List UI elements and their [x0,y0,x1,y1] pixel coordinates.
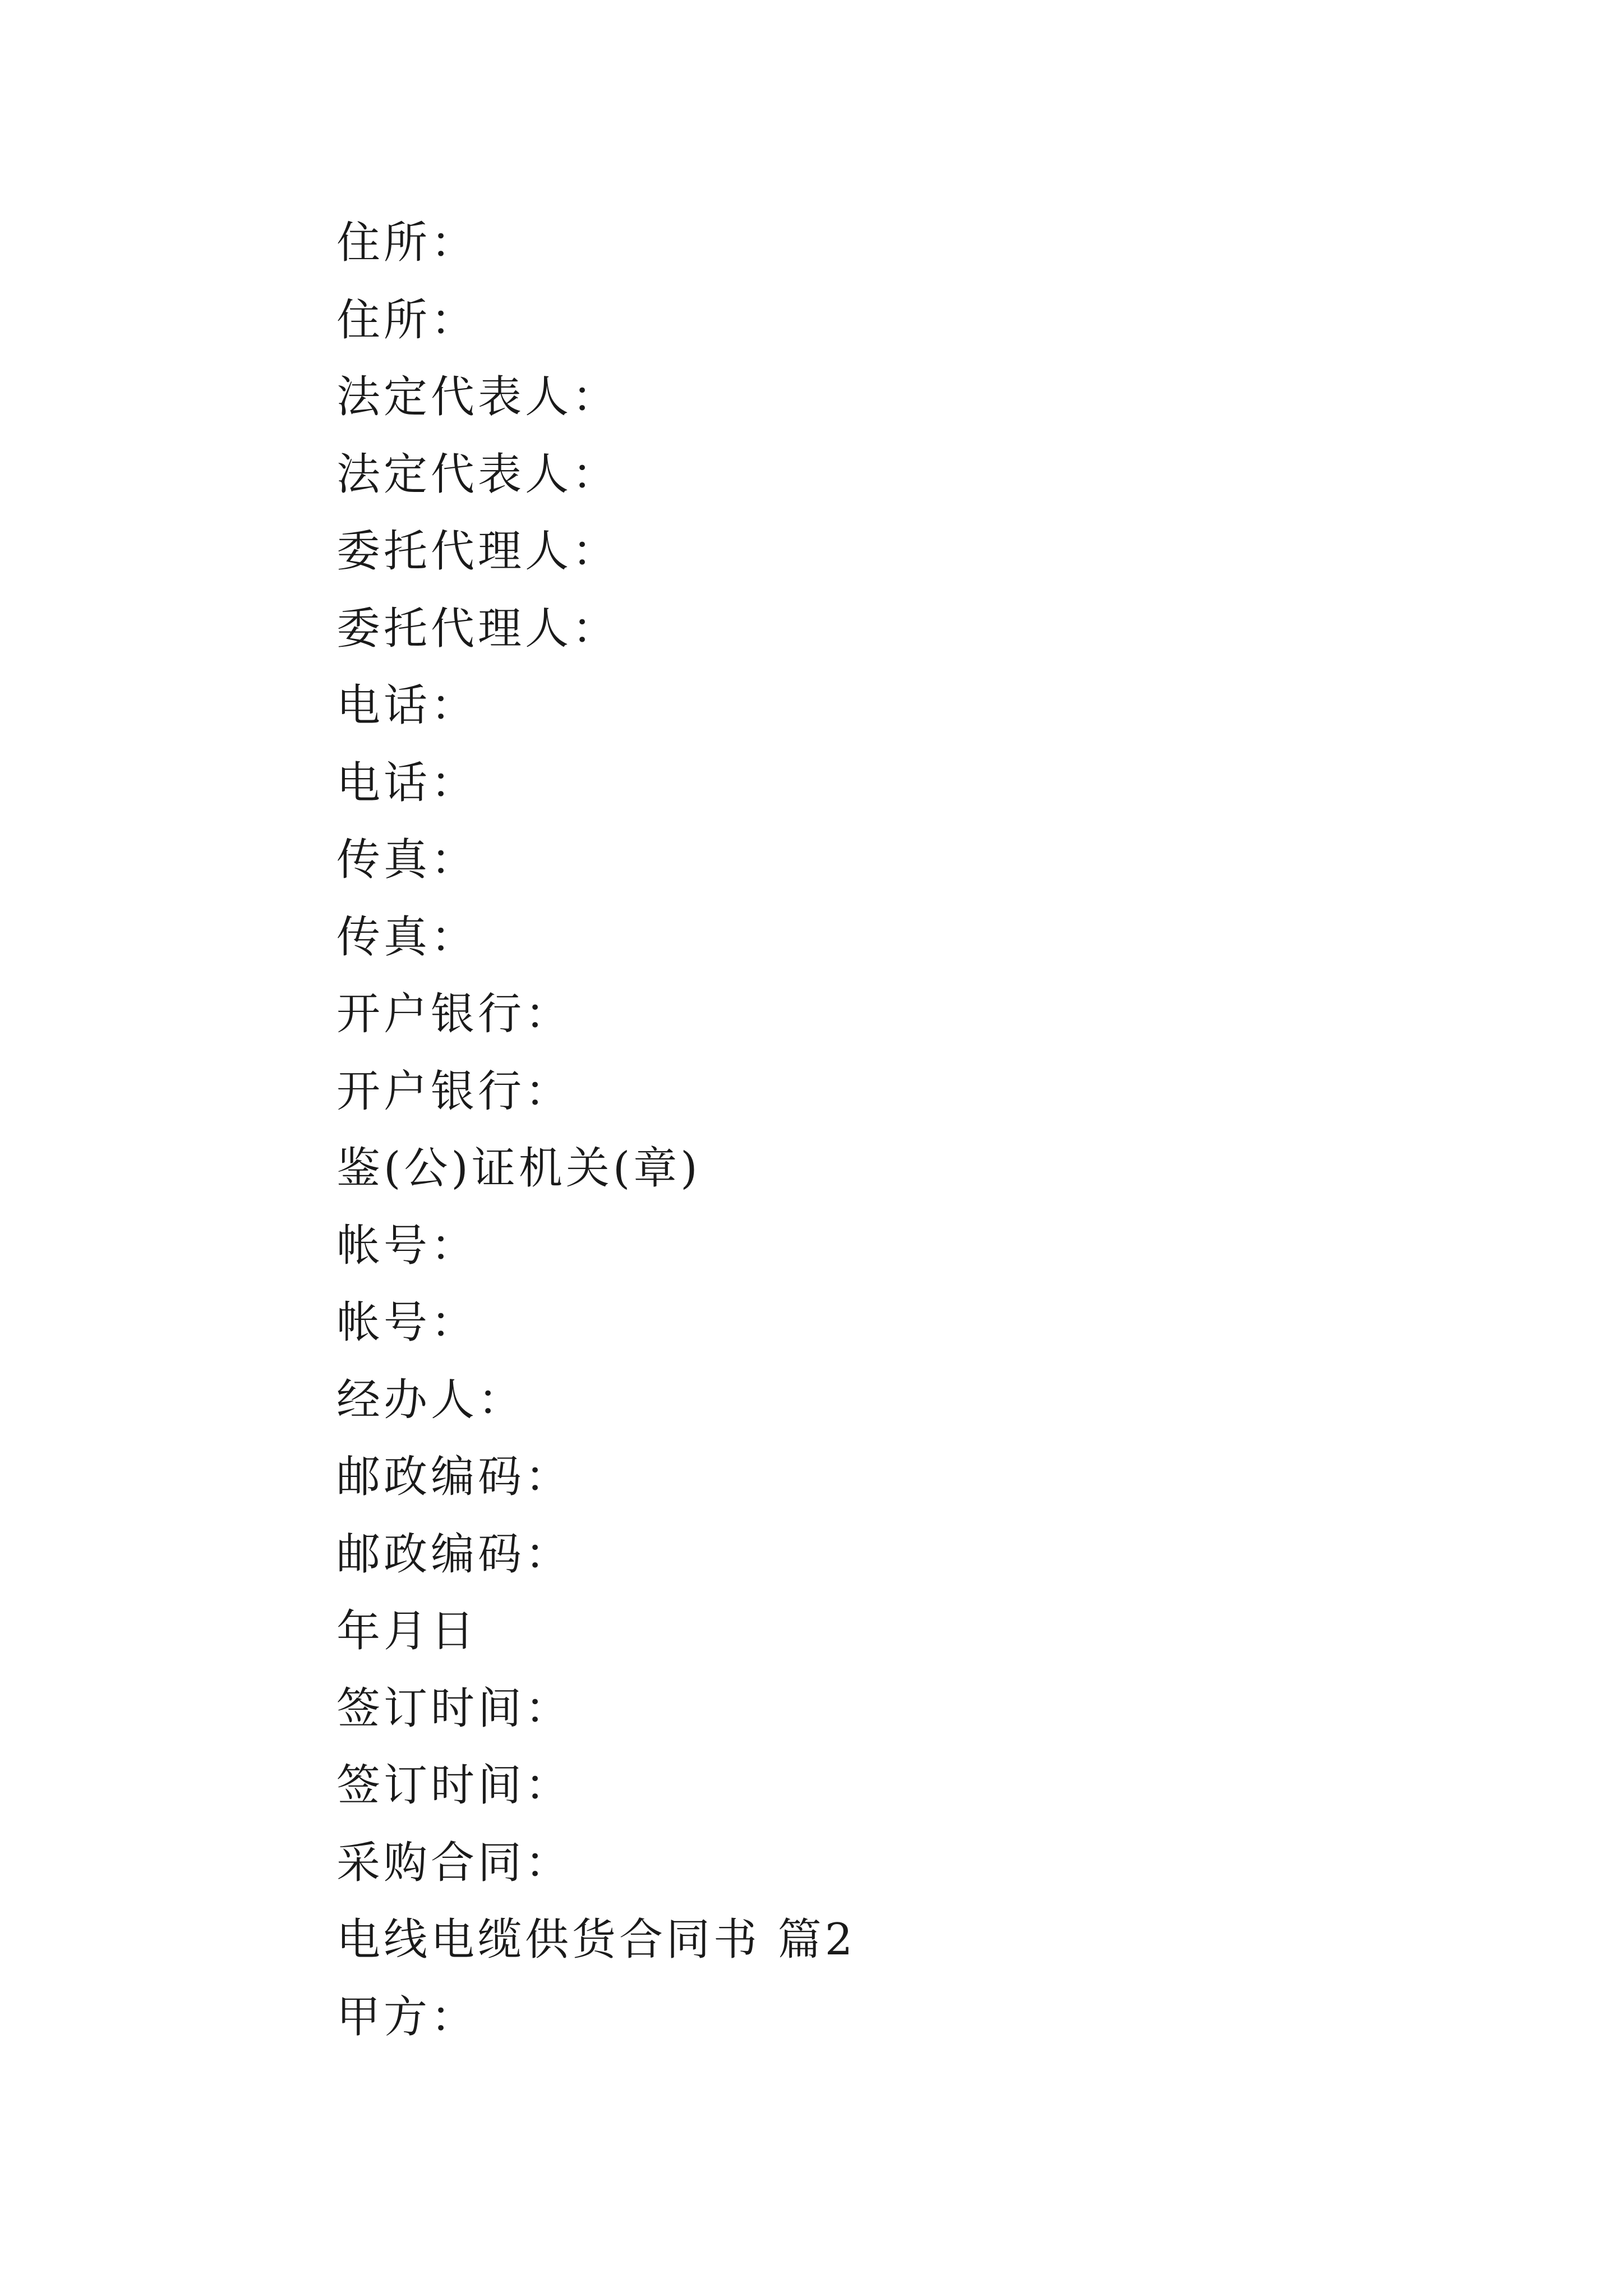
field-fax-party-a: 传真： [336,835,478,885]
field-phone-party-b: 电话： [336,757,478,808]
field-date: 年月日 [336,1606,478,1657]
field-postal-code-party-a: 邮政编码： [336,1452,573,1502]
field-bank-party-b: 开户银行： [336,1066,573,1117]
field-signing-time-party-b: 签订时间： [336,1760,573,1811]
field-party-a: 甲方： [336,1991,478,2042]
field-fax-party-b: 传真： [336,912,478,963]
field-residence-party-a: 住所： [336,218,478,268]
field-account-party-a: 帐号： [336,1220,478,1271]
field-signing-time-party-a: 签订时间： [336,1683,573,1734]
field-handler: 经办人： [336,1374,525,1425]
field-notary-office-seal: 鉴(公)证机关(章) [336,1143,701,1194]
field-account-party-b: 帐号： [336,1297,478,1348]
field-bank-party-a: 开户银行： [336,989,573,1039]
field-authorized-agent-party-b: 委托代理人： [336,603,620,654]
field-postal-code-party-b: 邮政编码： [336,1529,573,1580]
field-residence-party-b: 住所： [336,295,478,346]
field-phone-party-a: 电话： [336,680,478,731]
section-heading: 电线电缆供货合同书 篇2 [336,1915,856,1965]
field-legal-representative-party-a: 法定代表人： [336,372,620,422]
document-body [336,205,856,2056]
field-purchase-contract: 采购合同： [336,1837,573,1888]
field-authorized-agent-party-a: 委托代理人： [336,526,620,577]
field-legal-representative-party-b: 法定代表人： [336,449,620,500]
